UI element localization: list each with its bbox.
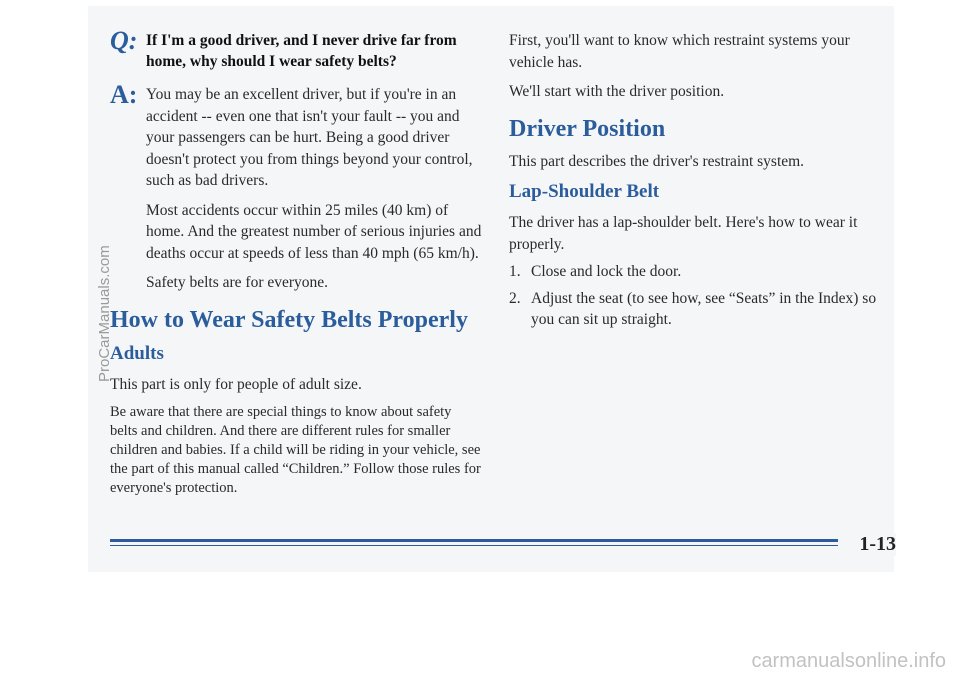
step-text: Close and lock the door. bbox=[531, 263, 682, 280]
question-text: If I'm a good driver, and I never drive far from home, why should I wear safety belts? bbox=[146, 32, 457, 70]
driver-section-description: This part describes the driver's restraint system. bbox=[509, 152, 805, 170]
right-column bbox=[509, 30, 881, 336]
footer-rule-thick bbox=[110, 539, 838, 542]
adult-size-paragraph: This part is only for people of adult size. bbox=[110, 375, 362, 393]
everyone-paragraph: Safety belts are for everyone. bbox=[146, 274, 329, 291]
children-paragraph: Be aware that there are special things to know about safety belts and children. And there are different rules for smaller children and babies. If a child will be riding in your vehicle, see the part of this manual called “Children.” Follow those rules for everyone's protection. bbox=[110, 404, 481, 496]
belt-description: The driver has a lap-shoulder belt. Here's how to wear it properly. bbox=[509, 214, 858, 253]
page-number: 1-13 bbox=[853, 533, 896, 556]
left-column bbox=[110, 26, 482, 498]
step-number: 1. bbox=[509, 263, 521, 280]
question-mark: Q: bbox=[110, 26, 138, 55]
section-title-driver-position: Driver Position bbox=[509, 115, 666, 142]
question-block bbox=[110, 26, 482, 72]
step-text: Adjust the seat (to see how, see “Seats” in the Index) so you can sit up straight. bbox=[531, 290, 877, 328]
answer-text: You may be an excellent driver, but if you're in an accident -- even one that isn't your fault -- you and your passengers can be hurt. Being a good driver doesn't protect you from things beyond your control, such as bad drivers. bbox=[146, 86, 473, 189]
accidents-paragraph: Most accidents occur within 25 miles (40 km) of home. And the greatest number of serious injuries and deaths occur at speeds of less than 40 mph (65 km/h). bbox=[146, 201, 482, 262]
steps-list bbox=[509, 261, 881, 330]
answer-block bbox=[110, 80, 482, 192]
subsection-title-adults: Adults bbox=[110, 342, 164, 364]
list-item bbox=[509, 288, 881, 330]
list-item bbox=[509, 261, 881, 282]
footer-watermark: carmanualsonline.info bbox=[751, 650, 946, 672]
driver-start-paragraph: We'll start with the driver position. bbox=[509, 83, 725, 100]
side-watermark: ProCarManuals.com bbox=[96, 245, 113, 382]
footer-rule-thin bbox=[110, 545, 838, 546]
step-number: 2. bbox=[509, 290, 521, 307]
subsection-title-lap-shoulder-belt: Lap-Shoulder Belt bbox=[509, 181, 660, 202]
section-title-safety-belts: How to Wear Safety Belts Properly bbox=[110, 306, 468, 333]
answer-mark: A: bbox=[110, 80, 138, 109]
intro-paragraph: First, you'll want to know which restraint systems your vehicle has. bbox=[509, 32, 850, 71]
